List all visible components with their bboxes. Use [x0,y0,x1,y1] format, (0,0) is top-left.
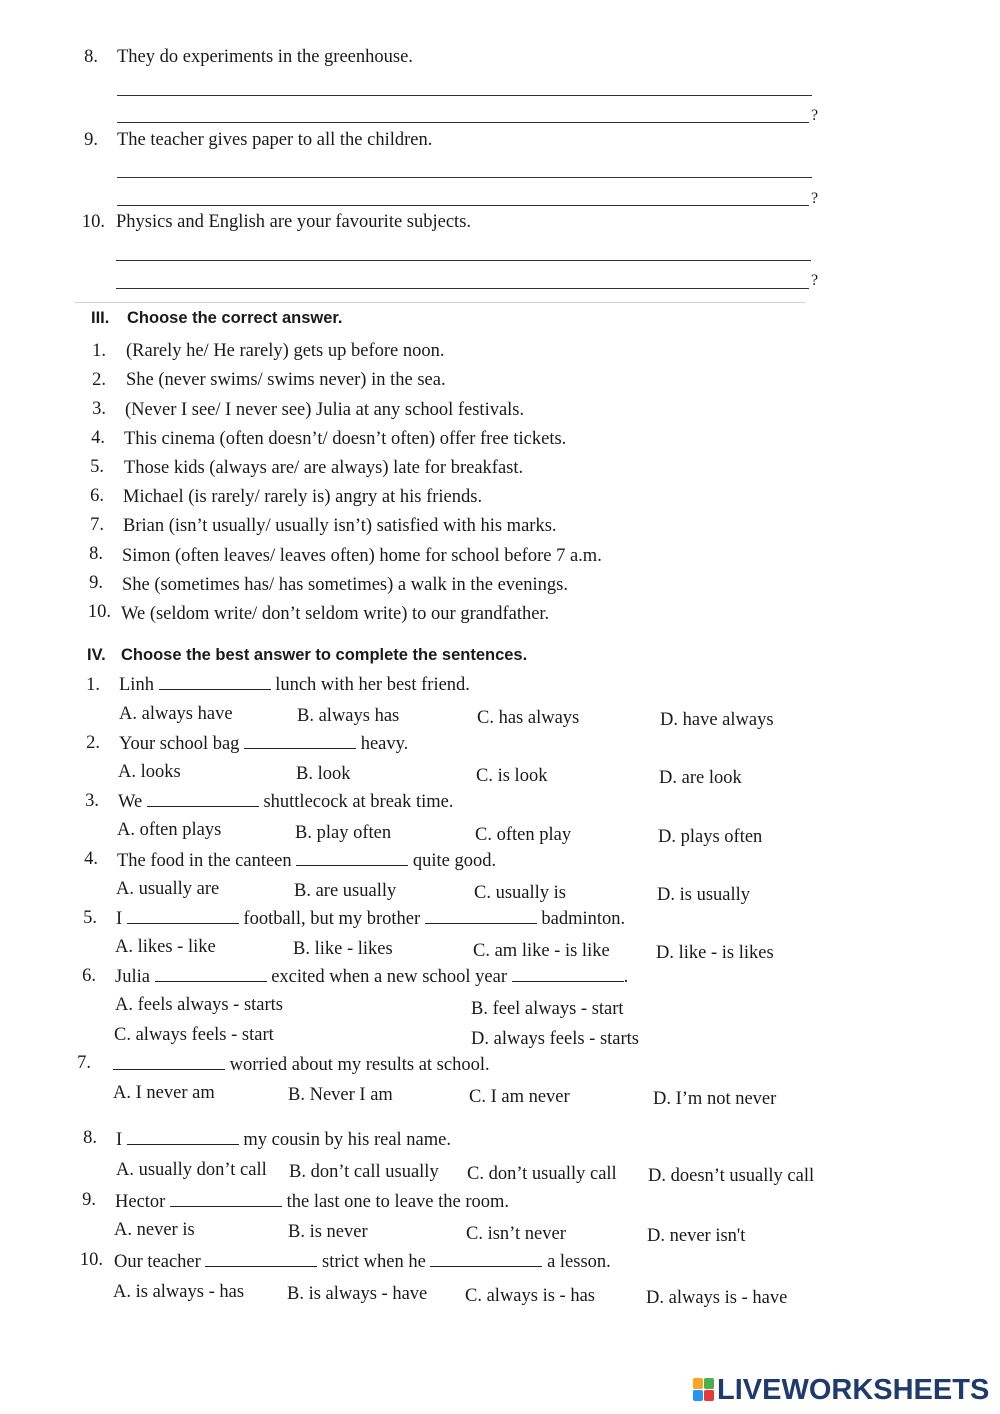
answer-blank[interactable] [512,967,624,982]
item-sentence[interactable]: Brian (isn’t usually/ usually isn’t) satisfied with his marks. [123,516,557,536]
item-number: 5. [90,457,104,477]
stem-after: a lesson. [547,1252,611,1272]
item-sentence[interactable]: This cinema (often doesn’t/ doesn’t often) offer free tickets. [124,429,567,449]
option-d[interactable]: D. I’m not never [653,1089,777,1109]
stem-middle: football, but my brother [243,909,421,929]
answer-line[interactable] [116,288,809,289]
item-sentence[interactable]: (Rarely he/ He rarely) gets up before noon. [126,341,445,361]
question-mark: ? [811,190,819,207]
option-c[interactable]: C. is look [476,766,548,786]
stem-middle: my cousin by his real name. [243,1130,451,1150]
option-d[interactable]: D. is usually [657,885,751,905]
answer-blank[interactable] [155,967,267,982]
option-a[interactable]: A. feels always - starts [115,995,283,1015]
stem-middle: shuttlecock at break time. [263,792,454,812]
item-number: 9. [82,1190,96,1210]
option-a[interactable]: A. never is [114,1220,195,1240]
option-b[interactable]: B. always has [297,706,400,726]
stem-after: badminton. [541,909,626,929]
stem-middle: excited when a new school year [271,967,507,987]
option-c[interactable]: C. usually is [474,883,566,903]
question-stem [119,734,408,755]
option-c[interactable]: C. always is - has [465,1286,595,1306]
option-a[interactable]: A. often plays [117,820,222,840]
stem-before: Linh [119,675,154,695]
option-d[interactable]: D. have always [660,710,774,730]
option-c[interactable]: C. don’t usually call [467,1164,617,1184]
stem-middle: worried about my results at school. [229,1055,490,1075]
item-number: 4. [84,849,98,869]
option-a[interactable]: A. likes - like [115,937,216,957]
liveworksheets-logo[interactable] [693,1374,989,1406]
option-d[interactable]: D. doesn’t usually call [648,1166,815,1186]
option-a[interactable]: A. is always - has [113,1282,245,1302]
stem-before: We [118,792,143,812]
question-stem [116,909,625,930]
question-mark: ? [811,107,819,124]
answer-blank[interactable] [244,734,356,749]
answer-blank[interactable] [159,675,271,690]
option-a[interactable]: A. looks [118,762,181,782]
answer-line[interactable] [117,205,809,206]
answer-blank[interactable] [113,1055,225,1070]
answer-blank[interactable] [205,1252,317,1267]
item-number: 1. [86,675,100,695]
item-sentence: They do experiments in the greenhouse. [117,47,413,67]
liveworksheets-logo-icon [693,1378,715,1402]
item-number: 1. [92,341,106,361]
item-number: 7. [77,1053,91,1073]
question-stem [118,792,454,813]
answer-line[interactable] [117,122,809,123]
brand-name: LIVEWORKSHEETS [717,1373,990,1406]
option-b[interactable]: B. play often [295,823,392,843]
option-d[interactable]: D. are look [659,768,742,788]
option-a[interactable]: A. usually are [116,879,220,899]
question-stem [113,1055,490,1076]
stem-before: Our teacher [114,1252,201,1272]
stem-before: Julia [115,967,150,987]
stem-before: The food in the canteen [117,851,292,871]
answer-line[interactable] [117,177,812,178]
option-d[interactable]: D. always is - have [646,1288,788,1308]
option-b[interactable]: B. feel always - start [471,999,624,1019]
item-number: 3. [85,791,99,811]
stem-middle: quite good. [412,851,497,871]
answer-line[interactable] [116,260,811,261]
item-number: 10. [81,212,105,232]
option-b[interactable]: B. is always - have [287,1284,428,1304]
item-number: 9. [84,130,98,150]
option-c[interactable]: C. has always [477,708,580,728]
section-title: Choose the best answer to complete the sentences. [121,646,528,664]
stem-before: I [116,909,123,929]
stem-middle: the last one to leave the room. [286,1192,510,1212]
question-stem [115,967,628,988]
item-sentence[interactable]: (Never I see/ I never see) Julia at any school festivals. [125,400,525,420]
item-number: 5. [83,908,97,928]
item-number: 6. [90,486,104,506]
question-stem [119,675,470,696]
answer-blank[interactable] [425,909,537,924]
section-number: III. [91,309,110,327]
option-b[interactable]: B. is never [288,1222,368,1242]
option-c[interactable]: C. isn’t never [466,1224,566,1244]
item-number: 9. [89,573,103,593]
item-sentence[interactable]: We (seldom write/ don’t seldom write) to our grandfather. [121,604,550,624]
item-number: 10. [79,1250,103,1270]
option-c[interactable]: C. often play [475,825,572,845]
item-sentence[interactable]: Michael (is rarely/ rarely is) angry at his friends. [123,487,483,507]
answer-blank[interactable] [127,1130,239,1145]
question-stem [116,1130,451,1151]
item-sentence: The teacher gives paper to all the children. [117,130,433,150]
item-sentence[interactable]: She (sometimes has/ has sometimes) a walk in the evenings. [122,575,568,595]
item-sentence[interactable]: Simon (often leaves/ leaves often) home for school before 7 a.m. [122,546,602,566]
option-b[interactable]: B. Never I am [288,1085,393,1105]
item-sentence[interactable]: Those kids (always are/ are always) late for breakfast. [124,458,524,478]
item-number: 8. [83,1128,97,1148]
item-number: 8. [84,47,98,67]
item-number: 6. [82,966,96,986]
item-sentence[interactable]: She (never swims/ swims never) in the sea. [126,370,446,390]
section-divider [75,302,805,303]
question-stem [117,851,496,872]
option-b[interactable]: B. don’t call usually [289,1162,439,1182]
stem-after: . [623,967,629,987]
item-number: 2. [92,370,106,390]
item-number: 2. [86,733,100,753]
answer-blank[interactable] [147,792,259,807]
option-b[interactable]: B. like - likes [293,939,393,959]
answer-line[interactable] [117,95,812,96]
option-c[interactable]: C. am like - is like [473,941,610,961]
answer-blank[interactable] [430,1252,542,1267]
option-a[interactable]: A. always have [119,704,233,724]
question-stem [115,1192,509,1213]
answer-blank[interactable] [296,851,408,866]
option-d[interactable]: D. never isn't [647,1226,746,1246]
section-number: IV. [87,646,106,664]
question-stem [114,1252,611,1273]
stem-before: I [116,1130,123,1150]
answer-blank[interactable] [170,1192,282,1207]
item-sentence: Physics and English are your favourite subjects. [116,212,472,232]
item-number: 4. [91,428,105,448]
stem-before: Your school bag [119,734,240,754]
answer-blank[interactable] [127,909,239,924]
item-number: 7. [90,515,104,535]
stem-middle: heavy. [360,734,409,754]
option-d[interactable]: D. plays often [658,827,763,847]
stem-middle: strict when he [322,1252,426,1272]
stem-middle: lunch with her best friend. [275,675,470,695]
option-d[interactable]: D. always feels - starts [471,1029,639,1049]
option-a[interactable]: A. usually don’t call [116,1160,267,1180]
stem-before: Hector [115,1192,166,1212]
option-b[interactable]: B. look [296,764,351,784]
option-c[interactable]: C. always feels - start [114,1025,274,1045]
section-title: Choose the correct answer. [127,309,343,327]
question-mark: ? [811,272,819,289]
item-number: 10. [87,602,111,622]
option-b[interactable]: B. are usually [294,881,397,901]
item-number: 3. [92,399,106,419]
option-a[interactable]: A. I never am [113,1083,215,1103]
option-c[interactable]: C. I am never [469,1087,570,1107]
item-number: 8. [89,544,103,564]
option-d[interactable]: D. like - is likes [656,943,774,963]
